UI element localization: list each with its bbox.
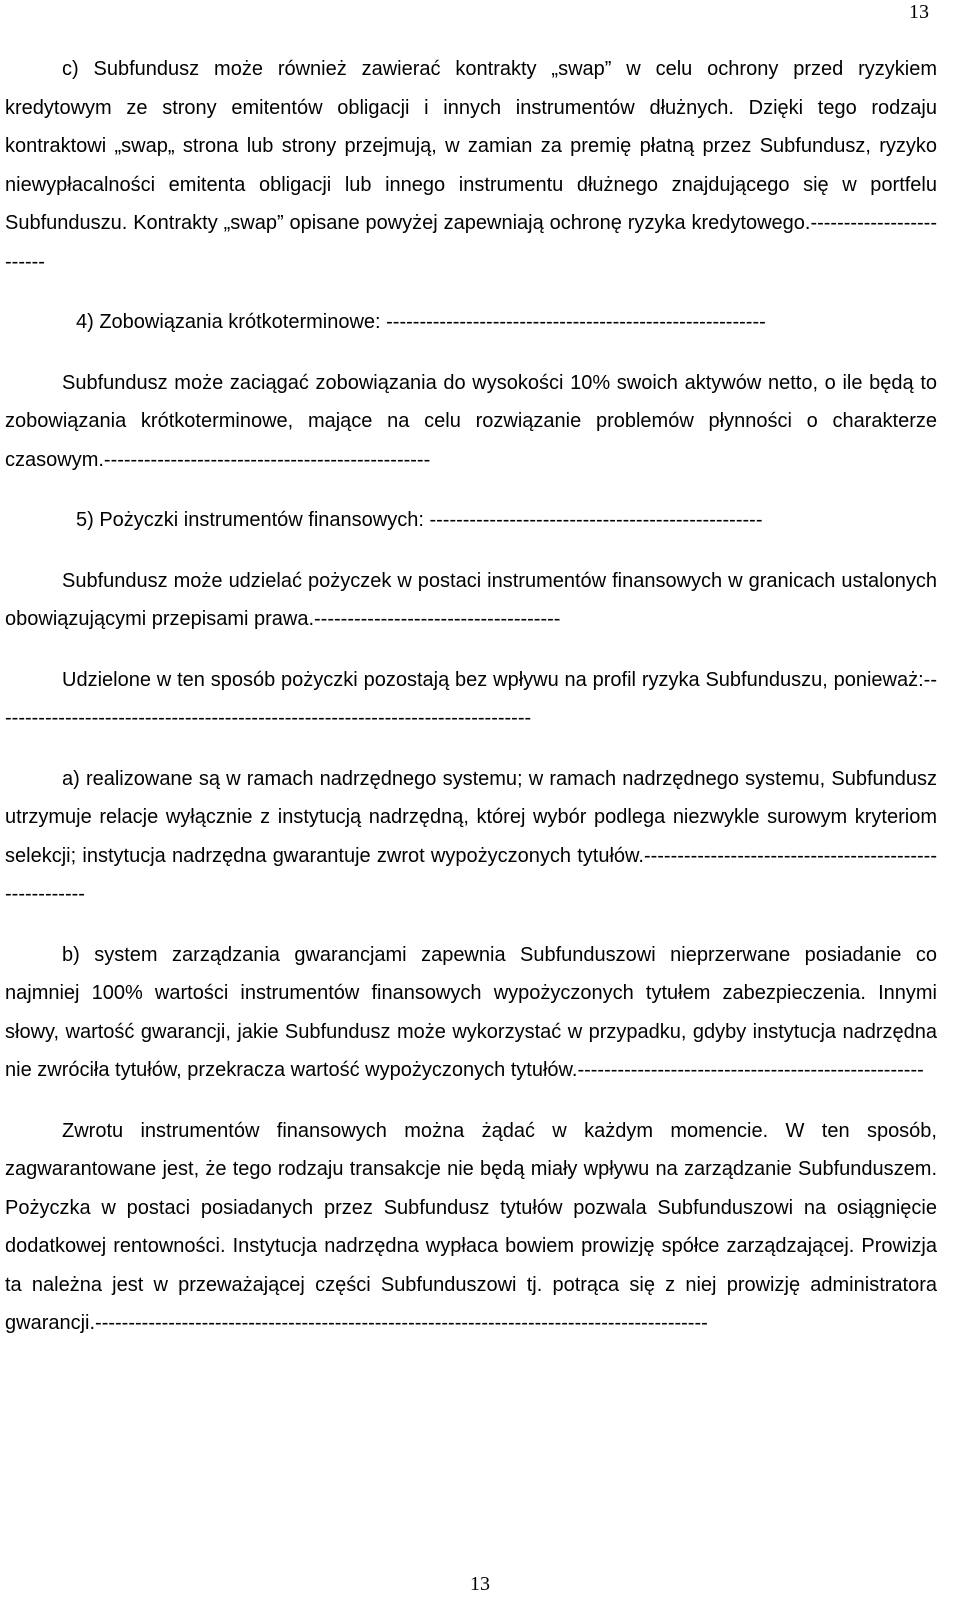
document-body [5,50,943,1343]
heading-securities-lending: 5) Pożyczki instrumentów finansowych: -------------------------------------------------- [76,509,763,531]
paragraph-return-of-instruments: Zwrotu instrumentów finansowych można żądać w każdym momencie. W ten sposób, zagwarantowane jest, że tego rodzaju transakcje nie będą miały wpływu na zarządzanie Subfunduszem. Pożyczka w postaci posiadanych przez Subfundusz tytułów pozwala Subfunduszowi na osiągnięcie dodatkowej rentowności. Instytucja nadrzędna wypłaca bowiem prowizję spółce zarządzającej. Prowizja ta należna jest w przeważającej części Subfunduszowi tj. potrąca się z niej prowizję administratora gwarancji.-------------------------------------------------------------------------------------------- [5,1119,943,1334]
paragraph-item-b: b) system zarządzania gwarancjami zapewnia Subfunduszowi nieprzerwane posiadanie co najmniej 100% wartości instrumentów finansowych wypożyczonych tytułem zabezpieczenia. Innymi słowy, wartość gwarancji, jakie Subfundusz może wykorzystać w przypadku, gdyby instytucja nadrzędna nie zwróciła tytułów, przekracza wartość wypożyczonych tytułów.---------------------------------------------------- [5,943,943,1081]
paragraph-risk-profile: Udzielone w ten sposób pożyczki pozostają bez wpływu na profil ryzyka Subfunduszu, ponieważ:--------------------------------------------------------------------------------- [5,668,937,729]
paragraph-short-term-liabilities: Subfundusz może zaciągać zobowiązania do wysokości 10% swoich aktywów netto, o ile będą to zobowiązania krótkoterminowe, mające na celu rozwiązanie problemów płynności o charakterze czasowym.------------------------------------------------- [5,371,943,471]
paragraph-swap-contracts: c) Subfundusz może również zawierać kontrakty „swap” w celu ochrony przed ryzykiem kredytowym ze strony emitentów obligacji i innych instrumentów dłużnych. Dzięki tego rodzaju kontraktowi „swap„ strona lub strony przejmują, w zamian za premię płatną przez Subfundusz, ryzyko niewypłacalności emitenta obligacji lub innego instrumentu dłużnego znajdującego się w portfelu Subfunduszu. Kontrakty „swap” opisane powyżej zapewniają ochronę ryzyka kredytowego.------------------------- [5,58,943,273]
paragraph-securities-lending: Subfundusz może udzielać pożyczek w postaci instrumentów finansowych w granicach ustalonych obowiązującymi przepisami prawa.------------------------------------- [5,569,943,630]
page-number-bottom: 13 [470,1573,490,1595]
page-number-top: 13 [909,1,929,23]
paragraph-item-a: a) realizowane są w ramach nadrzędnego systemu; w ramach nadrzędnego systemu, Subfundusz utrzymuje relacje wyłącznie z instytucją nadrzędną, której wybór podlega niezwykle surowym kryteriom selekcji; instytucja nadrzędna gwarantuje zwrot wypożyczonych tytułów.-------------------------------------------------------- [5,767,943,905]
heading-short-term-liabilities: 4) Zobowiązania krótkoterminowe: --------------------------------------------------------- [76,311,766,333]
